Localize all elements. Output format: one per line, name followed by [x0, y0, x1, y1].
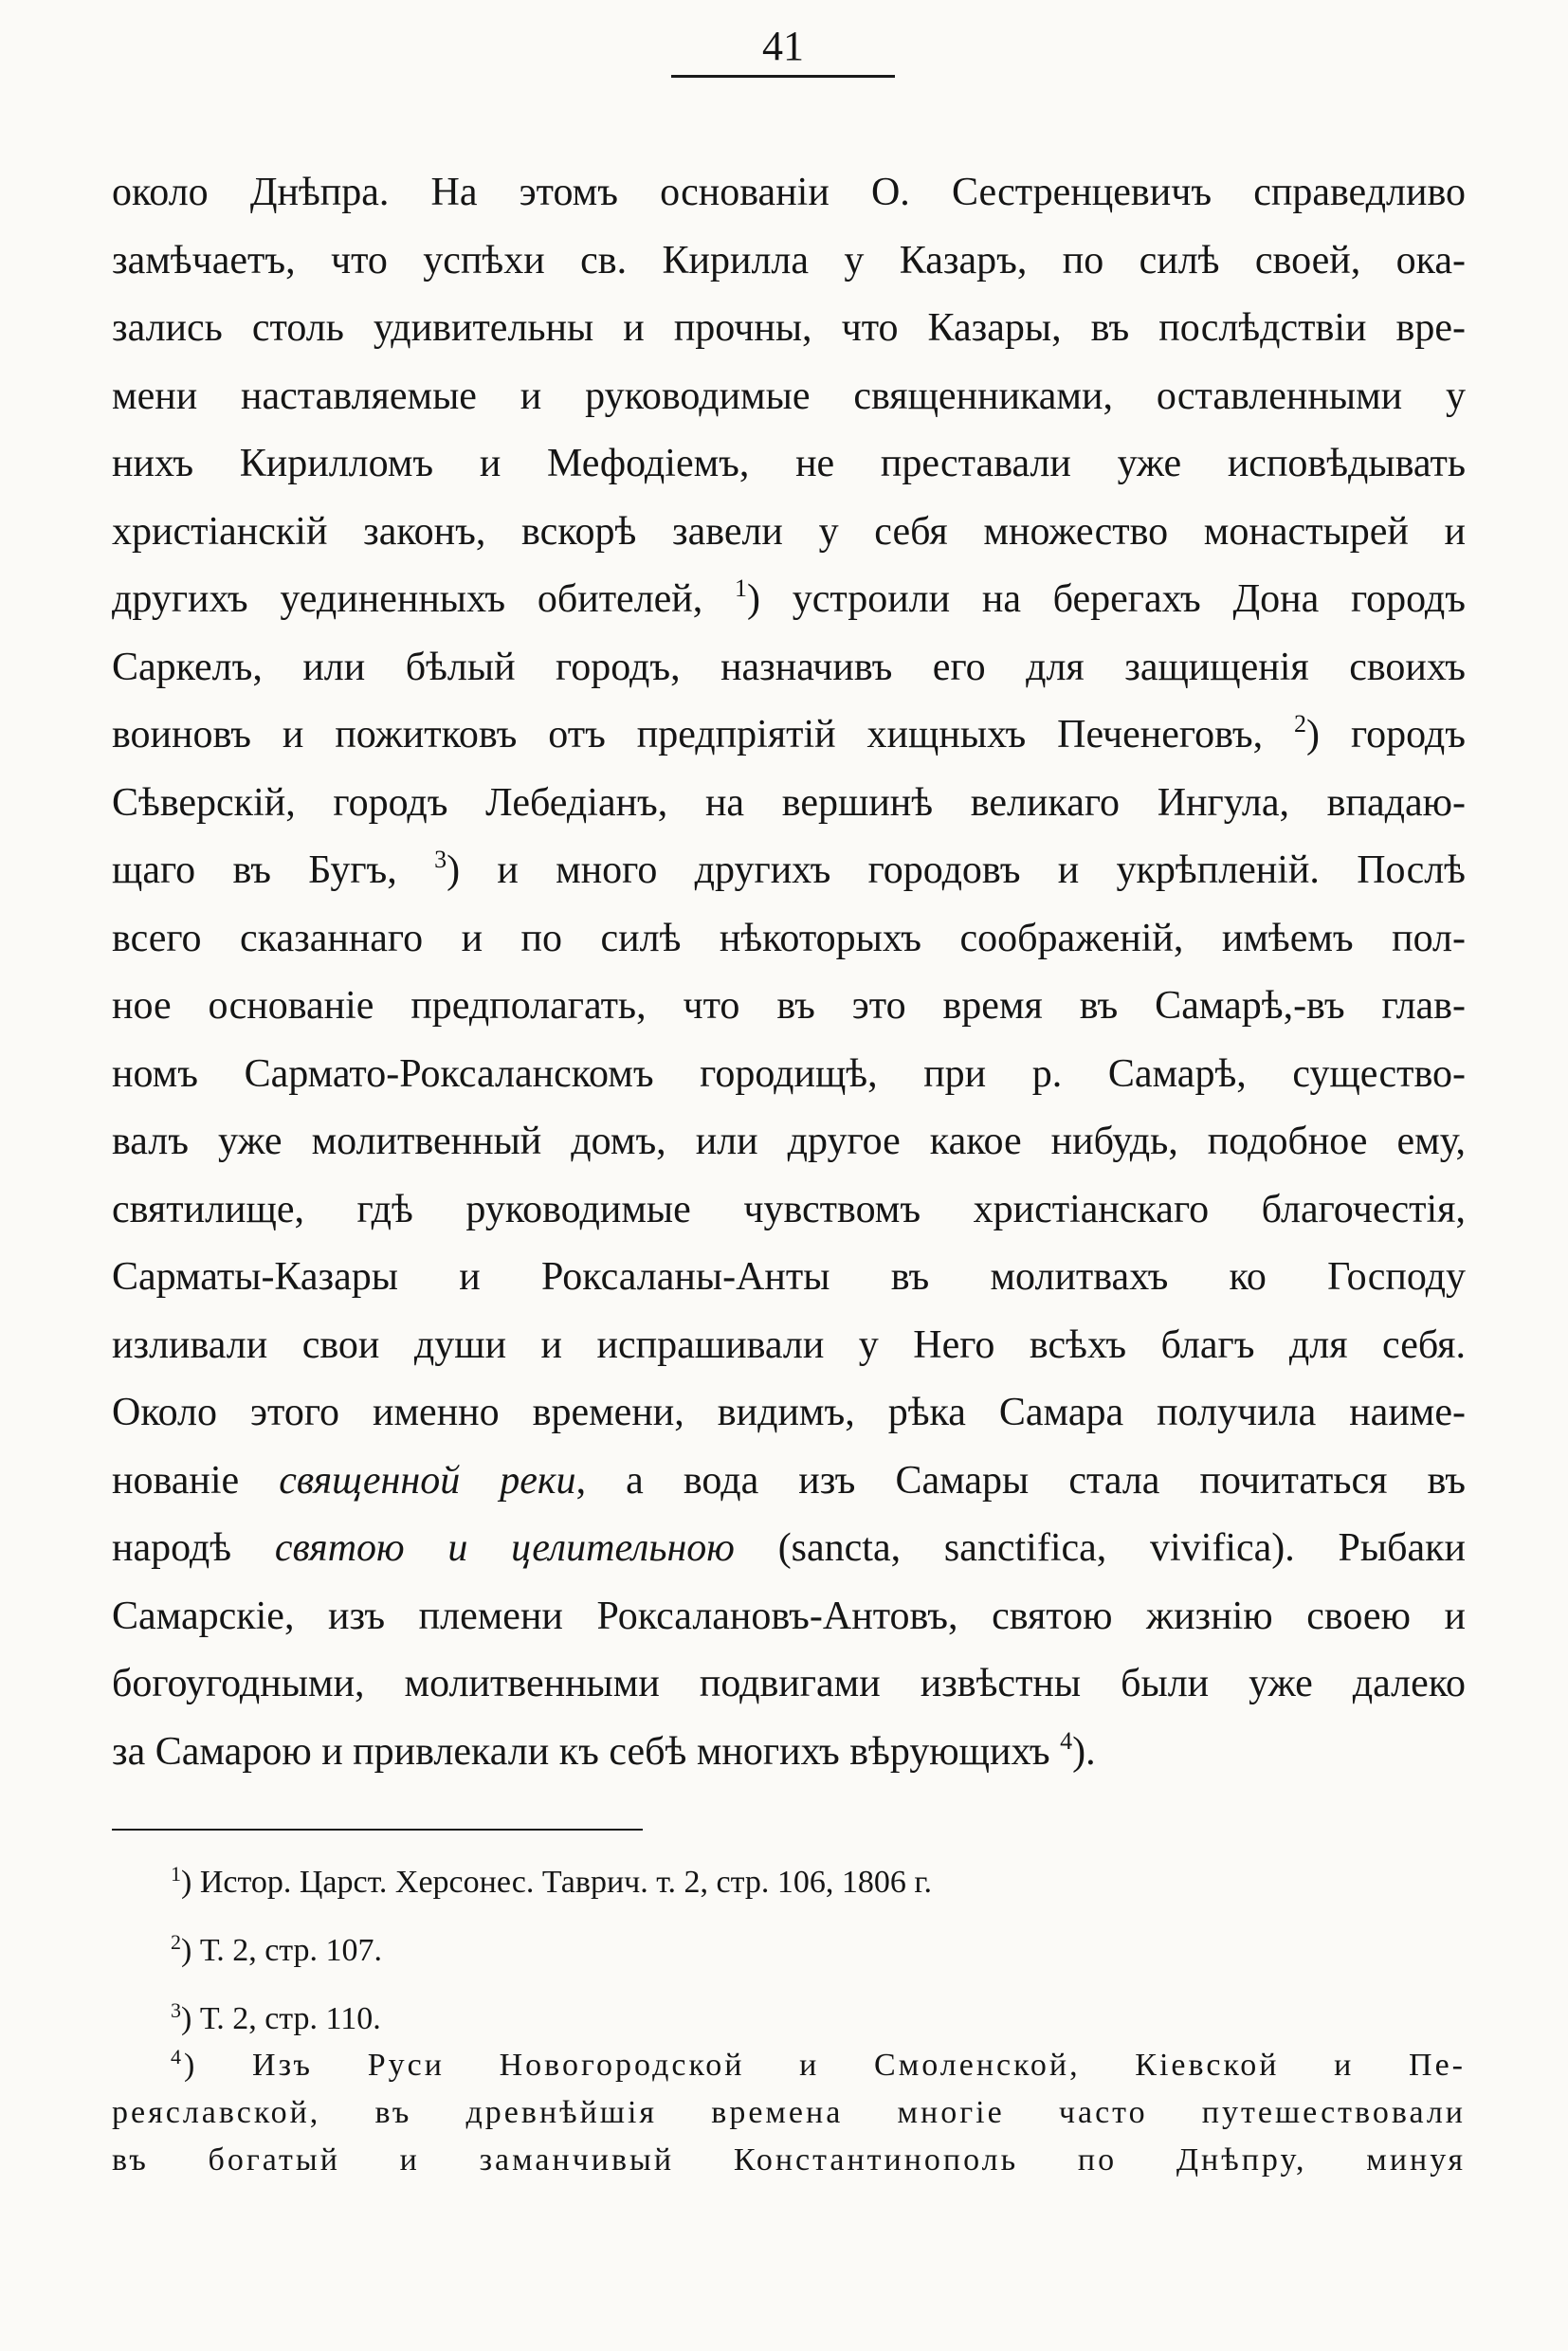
text-segment: нованiе: [112, 1458, 240, 1503]
text-line: [112, 1719, 1466, 1787]
text-line: всего сказаннаго и по силѣ нѣкоторыхъ соображенiй, имѣемъ пол-: [112, 916, 1466, 960]
text-line: [112, 566, 1466, 634]
footnote-4: [112, 2042, 1466, 2184]
footnote-mark: 3: [171, 1998, 181, 2022]
text-line: святилище, гдѣ руководимые чувствомъ христiанскаго благочестiя,: [112, 1187, 1466, 1231]
text-line: богоугодными, молитвенными подвигами извѣстны были уже далеко: [112, 1662, 1466, 1705]
text-line: нихъ Кирилломъ и Мефодiемъ, не преставали уже исповѣдывать: [112, 442, 1466, 485]
text-line: номъ Сармато-Роксаланскомъ городищѣ, при р. Самарѣ, существо-: [112, 1051, 1466, 1096]
text-line: зались столь удивительны и прочны, что Казары, въ послѣдствiи вре-: [112, 306, 1466, 350]
text-line: [112, 1448, 1466, 1516]
footnote-reference: 1: [735, 574, 747, 602]
text-line: [112, 702, 1466, 770]
text-line: около Днѣпра. На этомъ основанiи О. Сестренцевичъ справедливо: [112, 171, 1466, 214]
page-number: 41: [762, 23, 804, 69]
text-line: валъ уже молитвенный домъ, или другое какое нибудь, подобное ему,: [112, 1120, 1466, 1163]
footnote-text: ) Т. 2, стр. 110.: [181, 2001, 381, 2036]
text-line: Самарскiе, изъ племени Роксалановъ-Антовъ, святою жизнiю своею и: [112, 1594, 1466, 1638]
text-line: Сѣверскiй, городъ Лебедiанъ, на вершинѣ великаго Ингула, впадаю-: [112, 780, 1466, 825]
footnote-line: [112, 2042, 1466, 2089]
footnote-mark: 2: [171, 1930, 181, 1954]
text-line: Сарматы-Казары и Роксаланы-Анты въ молитвахъ ко Господу: [112, 1255, 1466, 1299]
footnote-text: ) Истор. Царст. Херсонес. Таврич. т. 2, стр. 106, 1806 г.: [181, 1865, 933, 1900]
text-segment: ).: [1072, 1729, 1096, 1774]
text-segment: (sancta, sanctifica, vivifica). Рыбаки: [777, 1526, 1467, 1570]
footnotes: [171, 1849, 1466, 2053]
footnote-1: [171, 1849, 1466, 1917]
text-segment: за Самарою и привлекали къ себѣ многихъ вѣрующихъ: [112, 1729, 1050, 1774]
footnote-separator: [112, 1829, 643, 1831]
footnote-reference: 4: [1060, 1726, 1073, 1755]
footnote-text: ) Изъ Руси Новогородской и Смоленской, Кiевской и Пе-: [184, 2048, 1466, 2083]
text-line: Саркелъ, или бѣлый городъ, назначивъ его для защищенiя своихъ: [112, 645, 1466, 689]
footnote-mark: 4: [171, 2045, 184, 2069]
text-segment: щаго въ Бугъ,: [112, 848, 397, 892]
footnote-mark: 1: [171, 1862, 181, 1886]
main-text: [112, 159, 1466, 1786]
text-segment: ) устроили на берегахъ Дона городъ: [747, 577, 1467, 621]
text-line: замѣчаетъ, что успѣхи св. Кирилла у Казаръ, по силѣ своей, ока-: [112, 238, 1466, 282]
footnote-line: въ богатый и заманчивый Константинополь по Днѣпру, минуя: [112, 2142, 1466, 2178]
text-segment: народѣ: [112, 1526, 232, 1570]
text-line: [112, 837, 1466, 905]
text-segment: воиновъ и пожитковъ отъ предпрiятiй хищныхъ Печенеговъ,: [112, 713, 1264, 756]
italic-phrase: святою и целительною: [274, 1526, 735, 1570]
text-segment: , а вода изъ Самары стала почитаться въ: [575, 1458, 1466, 1503]
italic-phrase: священной реки: [279, 1458, 576, 1503]
text-line: христiанскiй законъ, вскорѣ завели у себя множество монастырей и: [112, 509, 1466, 554]
footnote-reference: 2: [1294, 710, 1307, 738]
text-line: мени наставляемые и руководимые священниками, оставленными у: [112, 374, 1466, 418]
footnote-reference: 3: [434, 846, 447, 873]
footnote-2: [171, 1917, 1466, 1985]
footnote-text: ) Т. 2, стр. 107.: [181, 1933, 383, 1968]
footnote-line: реяславской, въ древнѣйшiя времена многiе часто путешествовали: [112, 2095, 1466, 2130]
text-line: ное основанiе предполагать, что въ это время въ Самарѣ,-въ глав-: [112, 984, 1466, 1028]
text-segment: ) городъ: [1306, 713, 1466, 756]
text-segment: другихъ уединенныхъ обителей,: [112, 577, 703, 621]
page-number-rule: [671, 75, 895, 78]
text-line: изливали свои души и испрашивали у Него всѣхъ благъ для себя.: [112, 1322, 1466, 1367]
text-line: [112, 1515, 1466, 1583]
text-line: Около этого именно времени, видимъ, рѣка Самара получила наиме-: [112, 1391, 1466, 1434]
text-segment: ) и много другихъ городовъ и укрѣпленiй. Послѣ: [447, 848, 1466, 892]
